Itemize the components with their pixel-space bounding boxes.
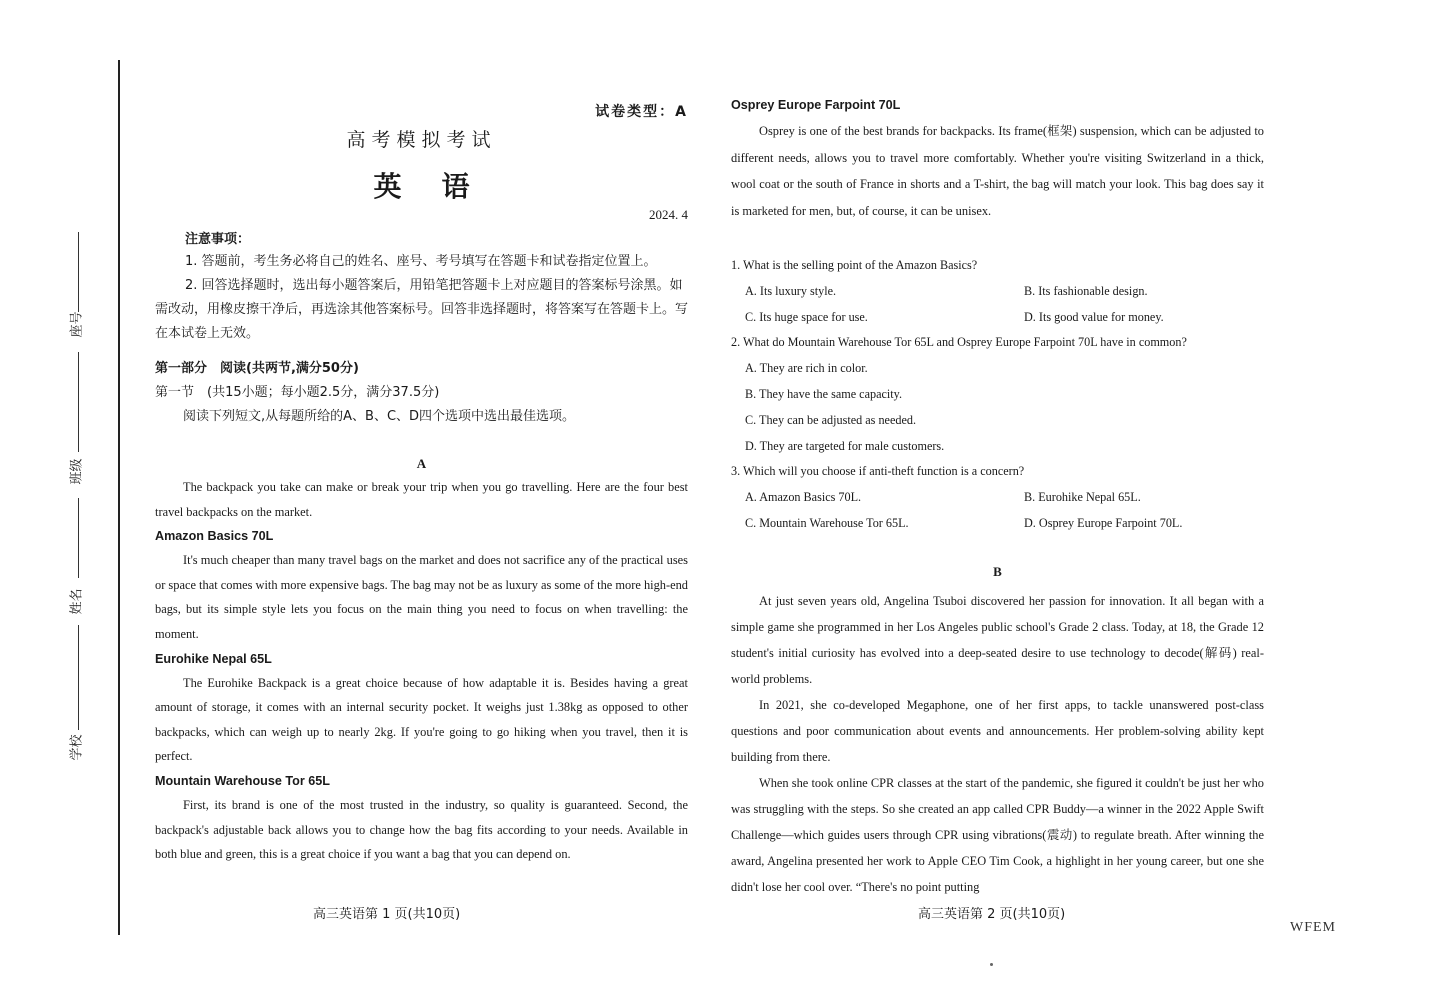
seat-label: 座号 xyxy=(69,311,85,338)
section-block xyxy=(155,357,688,429)
school-label: 学校 xyxy=(69,734,85,761)
item-text: It's much cheaper than many travel bags on the market and does not sacrifice any of the practical uses or space that comes with more expensive bags. The bag may not be as luxury as some of the more high-end bags, but its simple style lets you focus on the main thing you need to focus on when travelling: the moment. xyxy=(155,553,688,641)
question-stem: 3. Which will you choose if anti-theft function is a concern? xyxy=(731,464,1025,479)
option-d: D. Its good value for money. xyxy=(1024,309,1164,324)
option-b: B. They have the same capacity. xyxy=(745,386,903,401)
option-c: C. Its huge space for use. xyxy=(745,309,868,324)
passage-a-intro: The backpack you take can make or break your trip when you go travelling. Here are the four best travel backpacks on the market. xyxy=(155,480,688,519)
notice-item: 1. 答题前，考生务必将自己的姓名、座号、考号填写在答题卡和试卷指定位置上。 xyxy=(185,254,657,269)
question-1 xyxy=(731,253,1264,330)
notice-title: 注意事项： xyxy=(185,232,251,247)
passage-b-paragraph: At just seven years old, Angelina Tsuboi discovered her passion for innovation. It all began with a simple game she programmed in her Los Angeles public school's Grade 2 class. Today, at 18, the Grade 12 student's initial curiosity has evolved into a deep-seated desire to use technology to decode(解码) real-world problems. xyxy=(731,593,1264,686)
section-instruction: 阅读下列短文,从每题所给的A、B、C、D四个选项中选出最佳选项。 xyxy=(183,409,576,424)
notice-block xyxy=(155,230,688,346)
name-underline xyxy=(78,498,79,578)
page-footer-2: 高三英语第 2 页(共10页) xyxy=(918,907,1066,922)
item-heading: Osprey Europe Farpoint 70L xyxy=(731,98,901,112)
exam-date: 2024. 4 xyxy=(649,207,688,222)
item-heading: Amazon Basics 70L xyxy=(155,529,274,544)
passage-b xyxy=(731,561,1264,900)
seat-underline xyxy=(78,232,79,312)
passage-b-paragraph: In 2021, she co-developed Megaphone, one of her first apps, to tackle unanswered post-class questions and poor communication about events and announcements. Her problem-solving ability kept building from there. xyxy=(731,697,1264,764)
option-b: B. Eurohike Nepal 65L. xyxy=(1024,490,1141,505)
option-b: B. Its fashionable design. xyxy=(1024,283,1148,298)
section-heading: 第一节 (共15小题；每小题2.5分，满分37.5分) xyxy=(155,385,440,400)
print-mark: WFEM xyxy=(1290,920,1336,935)
paper-type: 试卷类型：A xyxy=(595,104,688,120)
option-d: D. They are targeted for male customers. xyxy=(745,438,945,453)
passage-b-paragraph: When she took online CPR classes at the start of the pandemic, she figured it couldn't be just her who was struggling with the steps. So she created an app called CPR Buddy—a winner in the 2022 Apple Swift Challenge—which guides users through CPR using vibrations(震动) to regulate breath. After winning the award, Angelina presented her work to Apple CEO Tim Cook, a highlight in her young career, but one she didn't lose her cool over. “There's no point putting xyxy=(731,775,1264,894)
option-d: D. Osprey Europe Farpoint 70L. xyxy=(1024,515,1183,530)
passage-a-letter: A xyxy=(416,456,427,471)
option-a: A. They are rich in color. xyxy=(745,361,868,376)
option-c: C. Mountain Warehouse Tor 65L. xyxy=(745,515,909,530)
option-c: C. They can be adjusted as needed. xyxy=(745,412,917,427)
exam-title: 高考模拟考试 xyxy=(346,129,497,151)
right-column xyxy=(731,95,1264,900)
item-text: The Eurohike Backpack is a great choice because of how adaptable it is. Besides having a great amount of storage, it comes with an internal security pocket. It weighs just 1.38kg as opposed to other backpacks, which can weigh up to nearly 2kg. If you're going to go hiking when you travel, then it is perfect. xyxy=(155,675,688,764)
question-2 xyxy=(731,330,1264,459)
option-a: A. Its luxury style. xyxy=(745,283,837,298)
binding-line xyxy=(118,60,120,935)
option-a: A. Amazon Basics 70L. xyxy=(745,490,862,505)
question-3 xyxy=(731,459,1264,536)
class-label: 班级 xyxy=(69,458,85,485)
item-heading: Eurohike Nepal 65L xyxy=(155,651,272,666)
item-heading: Mountain Warehouse Tor 65L xyxy=(155,773,330,788)
name-label: 姓名 xyxy=(69,588,85,615)
subject-title: 英语 xyxy=(373,170,510,203)
class-underline xyxy=(78,352,79,452)
question-stem: 2. What do Mountain Warehouse Tor 65L and Osprey Europe Farpoint 70L have in common? xyxy=(731,335,1187,350)
scan-speck xyxy=(990,963,993,966)
school-underline xyxy=(78,625,79,730)
part-heading: 第一部分 阅读(共两节,满分50分) xyxy=(155,361,359,376)
item-text: First, its brand is one of the most trusted in the industry, so quality is guaranteed. Second, the backpack's adjustable back allows you to change how the bag fits according to your needs. Available in both blue and green, this is a great choice if you want a bag that you can depend on. xyxy=(155,797,688,862)
question-stem: 1. What is the selling point of the Amazon Basics? xyxy=(731,258,978,272)
passage-a xyxy=(155,453,688,867)
page-footer-1: 高三英语第 1 页(共10页) xyxy=(313,907,461,922)
notice-item: 2. 回答选择题时，选出每小题答案后，用铅笔把答题卡上对应题目的答案标号涂黑。如需改动，用橡皮擦干净后，再选涂其他答案标号。回答非选择题时，将答案写在答题卡上。写在本试卷上无效。 xyxy=(155,278,689,341)
item-text: Osprey is one of the best brands for backpacks. Its frame(框架) suspension, which can be adjusted to different needs, allows you to travel more comfortably. Whether you're visiting Switzerland in a thick, wool coat or the south of France in shorts and a T-shirt, the bag will match your look. This bag does say it is marketed for men, but, of course, it can be unisex. xyxy=(731,124,1264,218)
passage-b-letter: B xyxy=(993,563,1002,579)
